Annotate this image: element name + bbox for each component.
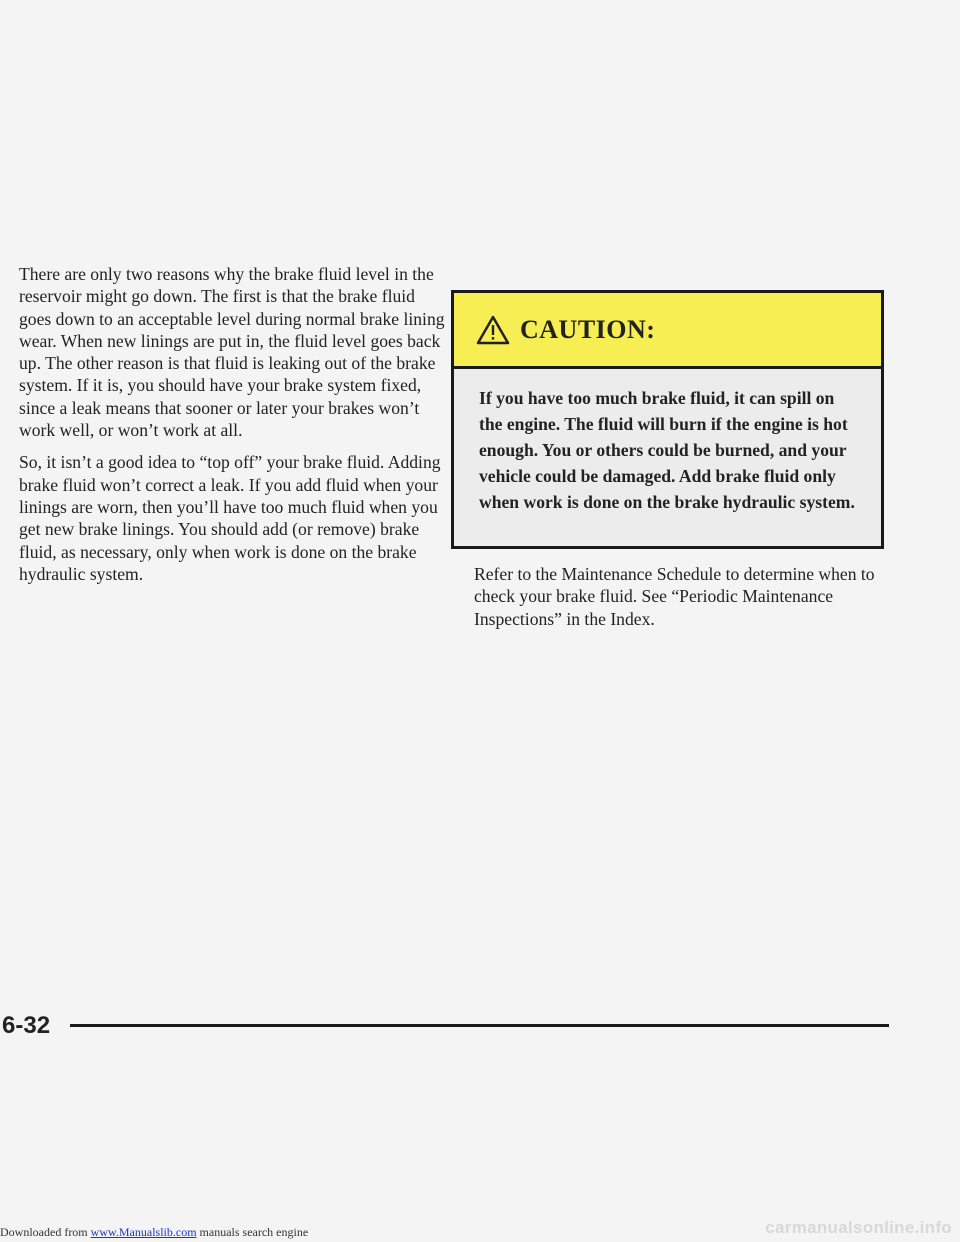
manualslib-link[interactable]: www.Manualslib.com bbox=[90, 1225, 197, 1239]
right-column bbox=[474, 563, 904, 640]
paragraph-top-off: So, it isn’t a good idea to “top off” your brake fluid. Adding brake fluid won’t correct a leak. If you add fluid when your linings are worn, then you’ll have too much fluid when you get new brake linings. You should add (or remove) brake fluid, as necessary, only when work is done on the brake hydraulic system. bbox=[19, 452, 441, 584]
caution-text: If you have too much brake fluid, it can spill on the engine. The fluid will burn if the engine is hot enough. You or others could be burned, and your vehicle could be damaged. Add brake fluid only when work is done on the brake hydraulic system. bbox=[479, 388, 855, 512]
download-footer bbox=[0, 1225, 308, 1240]
footer-suffix: manuals search engine bbox=[196, 1225, 309, 1239]
watermark: carmanualsonline.info bbox=[765, 1218, 952, 1237]
left-column bbox=[19, 263, 451, 595]
paragraph-maintenance-schedule: Refer to the Maintenance Schedule to determine when to check your brake fluid. See “Periodic Maintenance Inspections” in the Index. bbox=[474, 564, 875, 629]
footer-rule bbox=[70, 1024, 889, 1027]
warning-triangle-icon bbox=[476, 315, 510, 345]
caution-header bbox=[454, 293, 881, 369]
caution-box bbox=[451, 290, 884, 549]
footer-prefix: Downloaded from bbox=[0, 1225, 91, 1239]
caution-title: CAUTION: bbox=[520, 314, 656, 344]
page-number: 6-32 bbox=[2, 1012, 51, 1039]
paragraph-fluid-level: There are only two reasons why the brake fluid level in the reservoir might go down. The first is that the brake fluid goes down to an acceptable level during normal brake lining wear. When new linings are put in, the fluid level goes back up. The other reason is that fluid is leaking out of the brake system. If it is, you should have your brake system fixed, since a leak means that sooner or later your brakes won’t work well, or won’t work at all. bbox=[19, 264, 445, 441]
